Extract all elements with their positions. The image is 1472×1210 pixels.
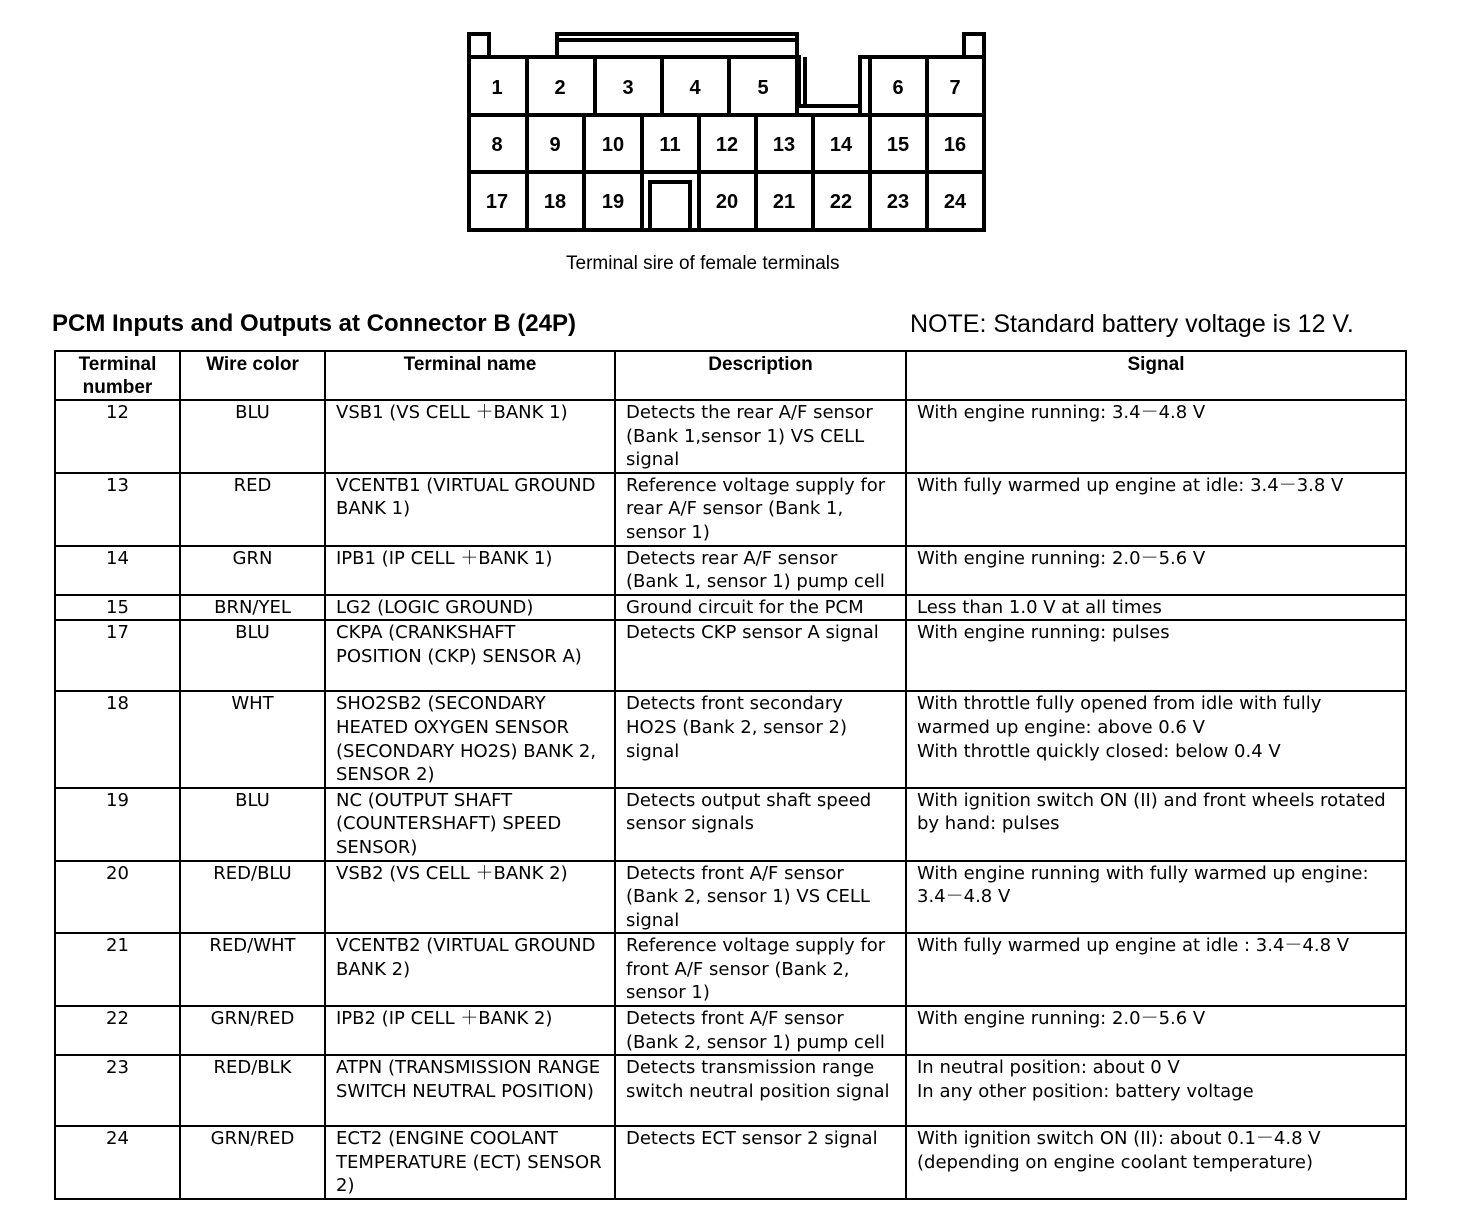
voltage-note: NOTE: Standard battery voltage is 12 V. (910, 310, 1354, 338)
terminal-name-cell: VCENTB1 (VIRTUAL GROUND BANK 1) (325, 473, 615, 546)
header-wire-color: Wire color (180, 351, 325, 400)
description-cell: Detects ECT sensor 2 signal (615, 1126, 906, 1199)
signal-line: (depending on engine coolant temperature) (917, 1151, 1313, 1173)
signal-line: With fully warmed up engine at idle: 3.4－3.8 V (917, 474, 1344, 496)
signal-line: In any other position: battery voltage (917, 1080, 1254, 1102)
signal-line: With fully warmed up engine at idle : 3.4－4.8 V (917, 935, 1350, 957)
signal-cell (906, 861, 1406, 934)
description-cell: Detects output shaft speed sensor signals (615, 788, 906, 861)
pin-label: 2 (554, 77, 566, 99)
signal-cell (906, 933, 1406, 1006)
terminal-number-cell: 23 (55, 1055, 180, 1126)
terminal-name-cell: VSB1 (VS CELL ＋BANK 1) (325, 400, 615, 473)
pin-label: 20 (715, 191, 739, 213)
pin-label: 12 (715, 134, 739, 156)
terminal-name-cell: VCENTB2 (VIRTUAL GROUND BANK 2) (325, 933, 615, 1006)
wire-color-cell: RED (180, 473, 325, 546)
pin-label: 5 (757, 77, 769, 99)
pin-label: 6 (892, 77, 904, 99)
table-row (55, 788, 1406, 861)
terminal-name-cell: LG2 (LOGIC GROUND) (325, 595, 615, 621)
signal-cell (906, 1006, 1406, 1055)
wire-color-cell: BLU (180, 620, 325, 691)
description-cell: Detects front A/F sensor (Bank 2, sensor 1) pump cell (615, 1006, 906, 1055)
table-row (55, 1126, 1406, 1199)
signal-cell (906, 473, 1406, 546)
signal-line: In neutral position: about 0 V (917, 1057, 1180, 1079)
terminal-name-cell: VSB2 (VS CELL ＋BANK 2) (325, 861, 615, 934)
terminal-name-cell: IPB1 (IP CELL ＋BANK 1) (325, 546, 615, 595)
description-cell: Reference voltage supply for rear A/F sensor (Bank 1, sensor 1) (615, 473, 906, 546)
table-row (55, 400, 1406, 473)
wire-color-cell: GRN/RED (180, 1006, 325, 1055)
signal-cell (906, 620, 1406, 691)
terminal-number-cell: 19 (55, 788, 180, 861)
pin-label: 15 (886, 134, 910, 156)
terminal-name-cell: ECT2 (ENGINE COOLANT TEMPERATURE (ECT) SENSOR 2) (325, 1126, 615, 1199)
signal-line: With engine running: 2.0－5.6 V (917, 547, 1206, 569)
description-cell: Detects transmission range switch neutral position signal (615, 1055, 906, 1126)
pin-label: 17 (485, 191, 509, 213)
wire-color-cell: RED/BLU (180, 861, 325, 934)
header-signal: Signal (906, 351, 1406, 400)
connector-key-tab (557, 40, 797, 57)
description-cell: Detects CKP sensor A signal (615, 620, 906, 691)
terminal-number-cell: 18 (55, 691, 180, 787)
terminal-number-cell: 20 (55, 861, 180, 934)
terminal-number-cell: 12 (55, 400, 180, 473)
signal-line: With ignition switch ON (II): about 0.1－4.8 V (917, 1128, 1321, 1150)
terminal-number-cell: 13 (55, 473, 180, 546)
pin-label: 24 (943, 191, 967, 213)
signal-cell (906, 400, 1406, 473)
pin-label: 18 (543, 191, 567, 213)
pin-label: 13 (772, 134, 796, 156)
connector-caption: Terminal sire of female terminals (566, 253, 840, 274)
terminal-number-cell: 21 (55, 933, 180, 1006)
table-row (55, 546, 1406, 595)
terminal-number-cell: 22 (55, 1006, 180, 1055)
description-cell: Ground circuit for the PCM (615, 595, 906, 621)
pin-label: 9 (549, 134, 561, 156)
signal-line: With engine running: pulses (917, 622, 1170, 644)
header-terminal-name: Terminal name (325, 351, 615, 400)
pin-label: 8 (491, 134, 503, 156)
signal-line: Less than 1.0 V at all times (917, 596, 1162, 618)
terminal-number-cell: 24 (55, 1126, 180, 1199)
header-terminal-number: Terminal number (55, 351, 180, 400)
wire-color-cell: WHT (180, 691, 325, 787)
description-cell: Reference voltage supply for front A/F sensor (Bank 2, sensor 1) (615, 933, 906, 1006)
signal-cell (906, 1126, 1406, 1199)
connector-notch (650, 182, 690, 230)
signal-line: With ignition switch ON (II) and front wheels rotated by hand: pulses (917, 789, 1386, 835)
table-row (55, 1055, 1406, 1126)
pin-label: 3 (622, 77, 634, 99)
pin-label: 16 (943, 134, 967, 156)
pin-label: 10 (601, 134, 625, 156)
terminal-name-cell: CKPA (CRANKSHAFT POSITION (CKP) SENSOR A) (325, 620, 615, 691)
pin-label: 11 (659, 134, 681, 156)
pcm-io-table (54, 350, 1407, 1200)
terminal-number-cell: 17 (55, 620, 180, 691)
description-cell: Detects front secondary HO2S (Bank 2, sensor 2) signal (615, 691, 906, 787)
connector-diagram (0, 0, 1472, 240)
terminal-number-cell: 15 (55, 595, 180, 621)
pin-label: 22 (829, 191, 853, 213)
table-row (55, 861, 1406, 934)
table-row (55, 933, 1406, 1006)
signal-line: With engine running: 2.0－5.6 V (917, 1008, 1206, 1030)
terminal-name-cell: SHO2SB2 (SECONDARY HEATED OXYGEN SENSOR (SECONDARY HO2S) BANK 2, SENSOR 2) (325, 691, 615, 787)
wire-color-cell: BLU (180, 400, 325, 473)
table-row (55, 595, 1406, 621)
table-body (55, 400, 1406, 1199)
signal-cell (906, 595, 1406, 621)
pin-label: 21 (772, 191, 796, 213)
pin-label: 7 (949, 77, 961, 99)
table-row (55, 691, 1406, 787)
signal-cell (906, 691, 1406, 787)
terminal-name-cell: NC (OUTPUT SHAFT (COUNTERSHAFT) SPEED SENSOR) (325, 788, 615, 861)
description-cell: Detects rear A/F sensor (Bank 1, sensor 1) pump cell (615, 546, 906, 595)
terminal-name-cell: ATPN (TRANSMISSION RANGE SWITCH NEUTRAL POSITION) (325, 1055, 615, 1126)
signal-line: With engine running: 3.4－4.8 V (917, 402, 1206, 423)
signal-cell (906, 788, 1406, 861)
terminal-number-cell: 14 (55, 546, 180, 595)
header-description: Description (615, 351, 906, 400)
terminal-name-cell: IPB2 (IP CELL ＋BANK 2) (325, 1006, 615, 1055)
wire-color-cell: RED/WHT (180, 933, 325, 1006)
wire-color-cell: GRN (180, 546, 325, 595)
wire-color-cell: GRN/RED (180, 1126, 325, 1199)
table-row (55, 1006, 1406, 1055)
pin-label: 19 (601, 191, 625, 213)
signal-line: With throttle fully opened from idle with fully warmed up engine: above 0.6 V (917, 693, 1322, 738)
wire-color-cell: BLU (180, 788, 325, 861)
wire-color-cell: BRN/YEL (180, 595, 325, 621)
description-cell: Detects front A/F sensor (Bank 2, sensor 1) VS CELL signal (615, 861, 906, 934)
signal-cell (906, 1055, 1406, 1126)
signal-line: With engine running with fully warmed up engine: 3.4－4.8 V (917, 862, 1369, 908)
table-row (55, 473, 1406, 546)
wire-color-cell: RED/BLK (180, 1055, 325, 1126)
pin-label: 4 (689, 77, 701, 99)
signal-cell (906, 546, 1406, 595)
description-cell: Detects the rear A/F sensor (Bank 1,sensor 1) VS CELL signal (615, 400, 906, 473)
pin-label: 23 (886, 191, 910, 213)
signal-line: With throttle quickly closed: below 0.4 V (917, 740, 1281, 762)
pin-label: 1 (491, 77, 503, 99)
pin-label: 14 (829, 134, 853, 156)
page-title: PCM Inputs and Outputs at Connector B (24P) (52, 310, 577, 337)
table-row (55, 620, 1406, 691)
table-header-row (55, 351, 1406, 400)
